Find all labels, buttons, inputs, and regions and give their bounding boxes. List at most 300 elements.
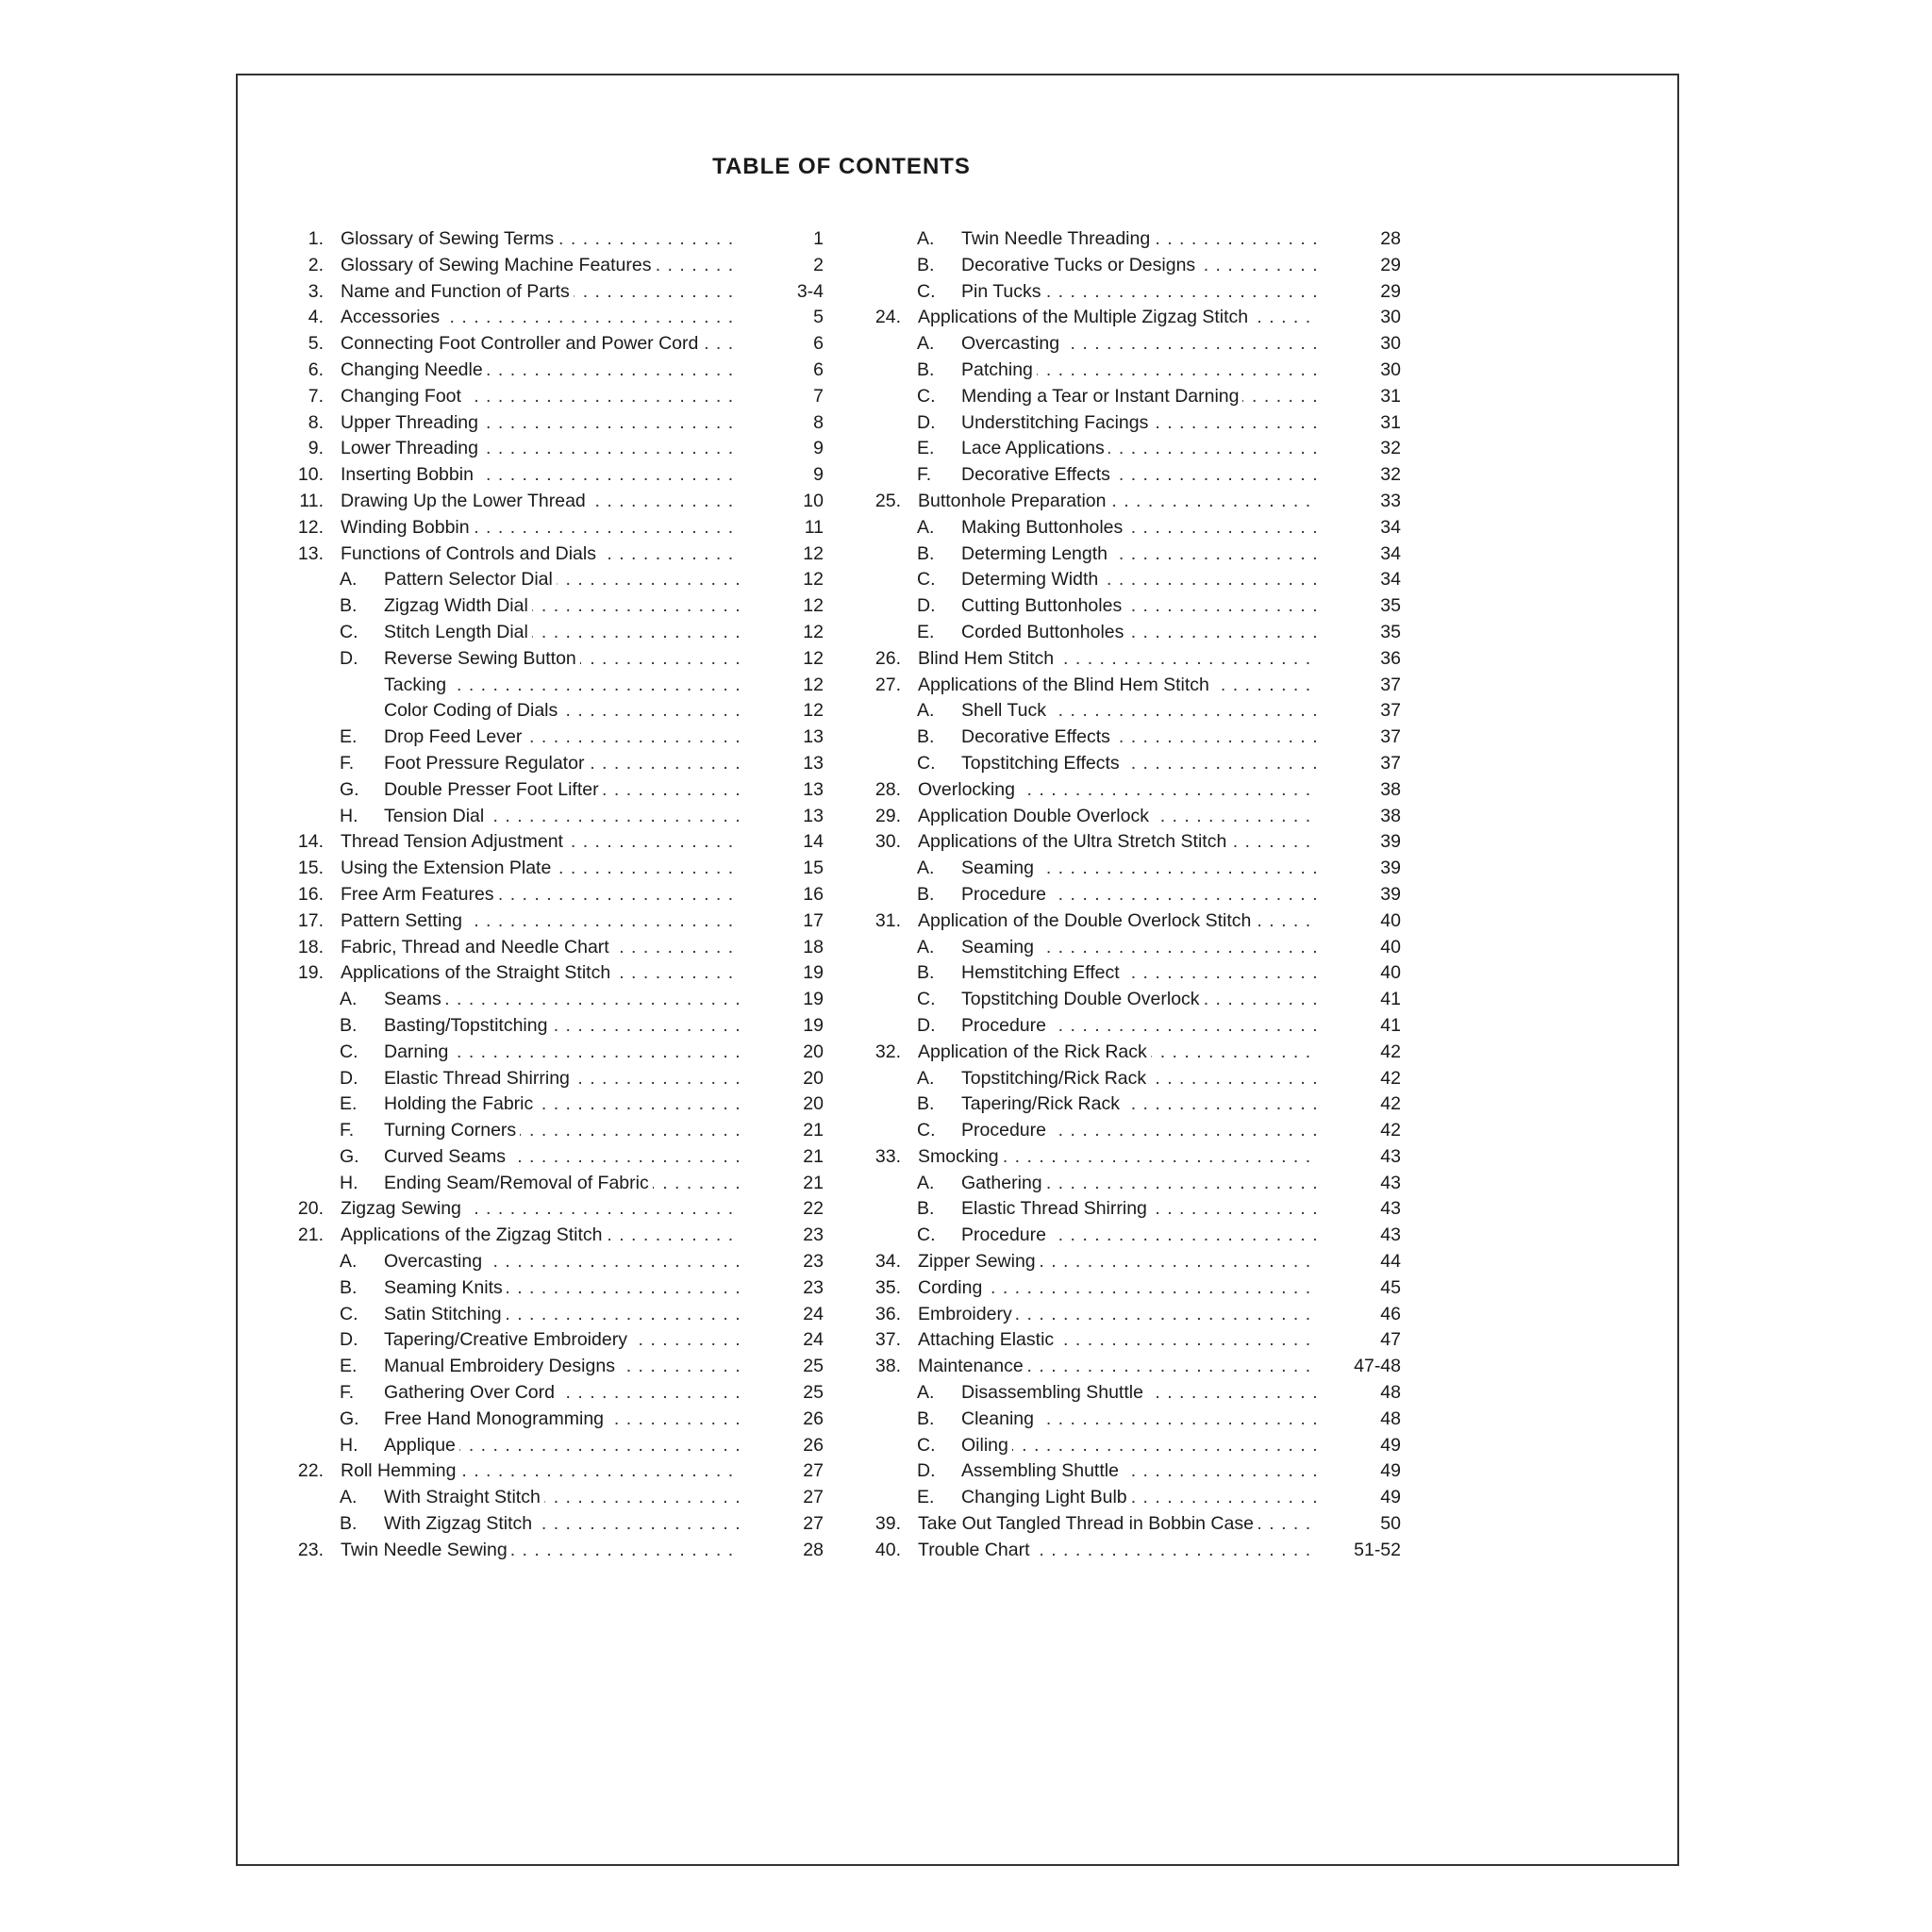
entry-letter: B. <box>917 726 935 748</box>
toc-entry <box>278 1458 824 1485</box>
entry-label-wrap <box>961 1091 1316 1118</box>
entry-label-wrap <box>961 593 1316 620</box>
entry-label-wrap <box>341 856 739 882</box>
entry-page-number: 20 <box>803 1041 824 1062</box>
entry-page-number: 40 <box>1380 936 1401 958</box>
entry-page-number: 6 <box>813 358 824 380</box>
entry-label: Free Arm Features <box>341 884 498 905</box>
entry-label-wrap <box>961 698 1316 724</box>
entry-label-wrap <box>961 960 1316 987</box>
entry-page-number: 34 <box>1380 542 1401 564</box>
entry-label: Reverse Sewing Button <box>384 648 580 669</box>
toc-entry <box>278 882 824 908</box>
toc-entry <box>278 1485 824 1511</box>
entry-label: Tacking <box>384 675 450 695</box>
toc-entry <box>856 987 1401 1013</box>
toc-entry <box>278 751 824 777</box>
entry-letter: G. <box>340 778 359 800</box>
entry-label-wrap <box>341 279 739 306</box>
entry-label: Twin Needle Sewing <box>341 1540 511 1560</box>
entry-page-number: 10 <box>803 490 824 511</box>
toc-entry <box>278 935 824 961</box>
toc-entry <box>856 882 1401 908</box>
entry-page-number: 48 <box>1380 1382 1401 1404</box>
entry-label: Darning <box>384 1041 452 1062</box>
entry-label: Connecting Foot Controller and Power Cord <box>341 333 702 354</box>
entry-label-wrap <box>961 1066 1316 1092</box>
toc-entry <box>278 410 824 437</box>
entry-number: 22. <box>297 1460 324 1482</box>
entry-label: Determing Length <box>961 543 1111 564</box>
entry-page-number: 42 <box>1380 1093 1401 1115</box>
toc-entry <box>856 1040 1401 1066</box>
entry-letter: H. <box>340 1172 358 1193</box>
entry-label-wrap <box>961 1433 1316 1459</box>
toc-entry <box>856 935 1401 961</box>
entry-page-number: 43 <box>1380 1145 1401 1167</box>
entry-label-wrap <box>384 1013 739 1040</box>
entry-page-number: 5 <box>813 307 824 328</box>
entry-letter: E. <box>340 1356 358 1377</box>
toc-entry <box>278 1171 824 1197</box>
entry-page-number: 30 <box>1380 307 1401 328</box>
toc-entry <box>856 1171 1401 1197</box>
entry-letter: B. <box>340 1014 358 1036</box>
entry-label-wrap <box>341 305 739 331</box>
entry-label-wrap <box>961 1196 1316 1223</box>
entry-number: 19. <box>297 962 324 984</box>
entry-page-number: 14 <box>803 831 824 853</box>
entry-label: Applications of the Straight Stitch <box>341 962 614 983</box>
entry-page-number: 20 <box>803 1067 824 1089</box>
entry-page-number: 12 <box>803 647 824 669</box>
entry-letter: C. <box>340 1303 358 1324</box>
entry-page-number: 32 <box>1380 464 1401 486</box>
entry-label-wrap <box>384 1380 739 1407</box>
entry-label-wrap <box>918 489 1316 515</box>
toc-entry <box>278 1302 824 1328</box>
toc-entry <box>278 279 824 306</box>
entry-label-wrap <box>341 908 739 935</box>
entry-label-wrap <box>961 515 1316 541</box>
entry-label: Assembling Shuttle <box>961 1460 1123 1481</box>
entry-label: Applique <box>384 1435 459 1456</box>
entry-label-wrap <box>341 1223 739 1249</box>
toc-entry <box>856 1407 1401 1433</box>
toc-entry <box>856 1223 1401 1249</box>
entry-page-number: 50 <box>1380 1513 1401 1535</box>
entry-page-number: 31 <box>1380 411 1401 433</box>
entry-letter: D. <box>917 411 936 433</box>
entry-label: Topstitching Effects <box>961 753 1124 774</box>
entry-page-number: 8 <box>813 411 824 433</box>
entry-page-number: 27 <box>803 1487 824 1508</box>
entry-label: Topstitching/Rick Rack <box>961 1068 1150 1089</box>
toc-entry <box>278 305 824 331</box>
entry-label-wrap <box>918 1511 1316 1538</box>
entry-label: Foot Pressure Regulator <box>384 753 588 774</box>
entry-number: 28. <box>874 778 901 800</box>
entry-label: Applications of the Ultra Stretch Stitch <box>918 831 1230 852</box>
entry-label-wrap <box>341 384 739 410</box>
toc-entry <box>278 960 824 987</box>
entry-page-number: 23 <box>803 1251 824 1273</box>
entry-page-number: 36 <box>1380 647 1401 669</box>
entry-letter: H. <box>340 1434 358 1456</box>
entry-label: Elastic Thread Shirring <box>961 1198 1151 1219</box>
entry-letter: C. <box>917 752 936 774</box>
entry-letter: B. <box>917 1198 935 1220</box>
entry-label-wrap <box>384 1118 739 1144</box>
entry-label-wrap <box>384 1171 739 1197</box>
entry-label-wrap <box>341 358 739 384</box>
entry-label: Fabric, Thread and Needle Chart <box>341 937 613 958</box>
entry-label: Glossary of Sewing Terms <box>341 228 558 249</box>
entry-label-wrap <box>384 1275 739 1302</box>
entry-letter: C. <box>917 989 936 1010</box>
entry-label-wrap <box>918 1040 1316 1066</box>
entry-label: Free Hand Monogramming <box>384 1408 608 1429</box>
entry-letter: A. <box>340 1487 358 1508</box>
toc-entry <box>856 1118 1401 1144</box>
entry-label-wrap <box>341 436 739 462</box>
entry-letter: C. <box>340 1041 358 1062</box>
entry-number: 13. <box>297 542 324 564</box>
entry-label-wrap <box>961 1171 1316 1197</box>
entry-page-number: 25 <box>803 1382 824 1404</box>
entry-page-number: 46 <box>1380 1303 1401 1324</box>
entry-number: 26. <box>874 647 901 669</box>
entry-letter: E. <box>917 438 935 459</box>
entry-letter: G. <box>340 1145 359 1167</box>
entry-number: 7. <box>308 385 324 407</box>
toc-entry <box>278 1118 824 1144</box>
entry-label: Application of the Double Overlock Stitch <box>918 910 1255 931</box>
entry-label-wrap <box>341 1458 739 1485</box>
entry-label: Shell Tuck <box>961 700 1050 721</box>
entry-page-number: 24 <box>803 1303 824 1324</box>
toc-entry <box>856 829 1401 856</box>
entry-label-wrap <box>918 1275 1316 1302</box>
entry-label-wrap <box>384 1302 739 1328</box>
entry-letter: C. <box>917 1120 936 1141</box>
entry-label: Procedure <box>961 1224 1050 1245</box>
toc-entry <box>278 1433 824 1459</box>
entry-page-number: 38 <box>1380 805 1401 826</box>
entry-label-wrap <box>384 1144 739 1171</box>
entry-label: Zigzag Sewing <box>341 1198 465 1219</box>
entry-label: Seaming <box>961 937 1038 958</box>
entry-label: Stitch Length Dial <box>384 622 532 642</box>
entry-number: 25. <box>874 490 901 511</box>
entry-number: 31. <box>874 909 901 931</box>
entry-letter: G. <box>340 1407 359 1429</box>
toc-entry <box>856 1458 1401 1485</box>
entry-page-number: 21 <box>803 1120 824 1141</box>
entry-page-number: 19 <box>803 962 824 984</box>
entry-label: Determing Width <box>961 569 1102 590</box>
entry-page-number: 13 <box>803 778 824 800</box>
entry-page-number: 40 <box>1380 962 1401 984</box>
entry-label: Zipper Sewing <box>918 1251 1040 1272</box>
toc-entry <box>856 1485 1401 1511</box>
toc-entry <box>278 987 824 1013</box>
toc-column-right <box>856 226 1401 1564</box>
toc-entry <box>856 646 1401 673</box>
entry-page-number: 3-4 <box>796 280 824 302</box>
entry-letter: E. <box>340 1093 358 1115</box>
entry-number: 27. <box>874 674 901 695</box>
entry-page-number: 30 <box>1380 358 1401 380</box>
entry-label-wrap <box>961 724 1316 751</box>
entry-label-wrap <box>918 1302 1316 1328</box>
entry-label-wrap <box>384 777 739 804</box>
entry-number: 23. <box>297 1539 324 1560</box>
entry-page-number: 23 <box>803 1224 824 1246</box>
entry-number: 2. <box>308 254 324 275</box>
page-title: TABLE OF CONTENTS <box>712 154 971 179</box>
entry-label-wrap <box>384 804 739 830</box>
entry-number: 20. <box>297 1198 324 1220</box>
entry-number: 5. <box>308 333 324 355</box>
entry-label: Changing Foot <box>341 386 465 407</box>
entry-page-number: 1 <box>813 228 824 249</box>
entry-letter: C. <box>917 280 936 302</box>
entry-label: Tapering/Rick Rack <box>961 1093 1124 1114</box>
toc-entry <box>278 646 824 673</box>
entry-page-number: 51-52 <box>1354 1539 1401 1560</box>
entry-number: 4. <box>308 307 324 328</box>
toc-entry <box>278 1354 824 1380</box>
entry-label-wrap <box>918 908 1316 935</box>
entry-label: With Zigzag Stitch <box>384 1513 536 1534</box>
toc-entry <box>278 1407 824 1433</box>
entry-label: Lace Applications <box>961 438 1108 458</box>
entry-label: Changing Needle <box>341 359 487 380</box>
entry-letter: B. <box>917 883 935 905</box>
toc-entry <box>278 1196 824 1223</box>
entry-label: Using the Extension Plate <box>341 858 555 878</box>
entry-label-wrap <box>961 1380 1316 1407</box>
entry-label: Twin Needle Threading <box>961 228 1154 249</box>
entry-label: Drop Feed Lever <box>384 726 525 747</box>
toc-entry <box>856 1275 1401 1302</box>
entry-letter: A. <box>917 858 935 879</box>
entry-page-number: 28 <box>1380 228 1401 249</box>
entry-label-wrap <box>384 724 739 751</box>
entry-number: 21. <box>297 1224 324 1246</box>
entry-number: 16. <box>297 883 324 905</box>
entry-letter: B. <box>340 1276 358 1298</box>
entry-label: Procedure <box>961 1015 1050 1036</box>
entry-letter: D. <box>917 1460 936 1482</box>
entry-label: Applications of the Zigzag Stitch <box>341 1224 607 1245</box>
entry-label-wrap <box>918 305 1316 331</box>
entry-page-number: 47-48 <box>1354 1356 1401 1377</box>
toc-entry <box>278 1511 824 1538</box>
entry-page-number: 39 <box>1380 883 1401 905</box>
entry-page-number: 6 <box>813 333 824 355</box>
entry-label-wrap <box>341 226 739 253</box>
toc-entry <box>856 1196 1401 1223</box>
entry-page-number: 37 <box>1380 726 1401 748</box>
entry-page-number: 42 <box>1380 1067 1401 1089</box>
entry-label-wrap <box>341 1196 739 1223</box>
entry-label: Gathering <box>961 1173 1046 1193</box>
entry-label: With Straight Stitch <box>384 1487 544 1507</box>
entry-label-wrap <box>961 279 1316 306</box>
entry-label-wrap <box>961 1118 1316 1144</box>
toc-entry <box>278 829 824 856</box>
entry-label: Roll Hemming <box>341 1460 459 1481</box>
entry-page-number: 13 <box>803 726 824 748</box>
entry-page-number: 15 <box>803 858 824 879</box>
entry-label-wrap <box>961 1458 1316 1485</box>
entry-label-wrap <box>961 541 1316 568</box>
toc-entry <box>278 724 824 751</box>
entry-number: 17. <box>297 909 324 931</box>
entry-page-number: 39 <box>1380 831 1401 853</box>
toc-entry <box>856 908 1401 935</box>
entry-letter: B. <box>917 254 935 275</box>
entry-label-wrap <box>961 856 1316 882</box>
entry-label-wrap <box>384 593 739 620</box>
entry-label-wrap <box>341 1538 739 1564</box>
entry-number: 39. <box>874 1513 901 1535</box>
toc-entry <box>856 751 1401 777</box>
toc-entry <box>856 804 1401 830</box>
entry-letter: C. <box>917 1434 936 1456</box>
entry-label: Application of the Rick Rack <box>918 1041 1151 1062</box>
entry-label-wrap <box>341 515 739 541</box>
entry-label: Cording <box>918 1277 986 1298</box>
toc-entry <box>856 1327 1401 1354</box>
entry-number: 36. <box>874 1303 901 1324</box>
entry-letter: F. <box>340 752 355 774</box>
entry-page-number: 41 <box>1380 989 1401 1010</box>
toc-entry <box>278 1275 824 1302</box>
entry-label-wrap <box>384 1511 739 1538</box>
toc-entry <box>856 1302 1401 1328</box>
toc-entry <box>856 1380 1401 1407</box>
entry-page-number: 29 <box>1380 280 1401 302</box>
entry-label: Drawing Up the Lower Thread <box>341 491 590 511</box>
entry-letter: E. <box>340 726 358 748</box>
entry-label: Procedure <box>961 1120 1050 1141</box>
toc-entry <box>856 1091 1401 1118</box>
entry-label: Changing Light Bulb <box>961 1487 1131 1507</box>
entry-page-number: 30 <box>1380 333 1401 355</box>
entry-label: Gathering Over Cord <box>384 1382 558 1403</box>
entry-label: Ending Seam/Removal of Fabric <box>384 1173 653 1193</box>
toc-entry <box>278 331 824 358</box>
entry-number: 24. <box>874 307 901 328</box>
entry-label: Inserting Bobbin <box>341 464 477 485</box>
entry-label: Oiling <box>961 1435 1012 1456</box>
entry-label: Accessories <box>341 307 443 327</box>
entry-page-number: 32 <box>1380 438 1401 459</box>
entry-number: 35. <box>874 1276 901 1298</box>
entry-label: Pin Tucks <box>961 281 1045 302</box>
entry-page-number: 12 <box>803 595 824 617</box>
entry-label-wrap <box>961 567 1316 593</box>
entry-number: 40. <box>874 1539 901 1560</box>
entry-page-number: 44 <box>1380 1251 1401 1273</box>
entry-label-wrap <box>384 1249 739 1275</box>
entry-letter: B. <box>917 1407 935 1429</box>
entry-label-wrap <box>384 620 739 646</box>
toc-entry <box>856 593 1401 620</box>
entry-label-wrap <box>384 1354 739 1380</box>
entry-number: 18. <box>297 936 324 958</box>
entry-letter: B. <box>917 1093 935 1115</box>
entry-label-wrap <box>918 829 1316 856</box>
entry-label-wrap <box>961 935 1316 961</box>
entry-label-wrap <box>341 331 739 358</box>
entry-label-wrap <box>341 410 739 437</box>
entry-label-wrap <box>961 987 1316 1013</box>
toc-entry <box>856 567 1401 593</box>
toc-column-left <box>278 226 824 1564</box>
entry-page-number: 49 <box>1380 1487 1401 1508</box>
entry-label: Seams <box>384 989 445 1009</box>
entry-label-wrap <box>918 777 1316 804</box>
entry-page-number: 41 <box>1380 1014 1401 1036</box>
entry-label-wrap <box>961 620 1316 646</box>
entry-label-wrap <box>918 1354 1316 1380</box>
entry-label-wrap <box>918 1538 1316 1564</box>
toc-entry <box>856 1354 1401 1380</box>
toc-entry <box>278 1144 824 1171</box>
entry-label-wrap <box>961 331 1316 358</box>
entry-letter: D. <box>340 647 358 669</box>
entry-page-number: 13 <box>803 752 824 774</box>
entry-label: Hemstitching Effect <box>961 962 1124 983</box>
toc-entry <box>278 1249 824 1275</box>
entry-label: Decorative Effects <box>961 726 1114 747</box>
entry-page-number: 35 <box>1380 595 1401 617</box>
toc-entry <box>278 1013 824 1040</box>
toc-entry <box>278 489 824 515</box>
entry-letter: D. <box>917 1014 936 1036</box>
entry-letter: A. <box>917 700 935 722</box>
entry-label-wrap <box>961 1407 1316 1433</box>
entry-label: Satin Stitching <box>384 1304 506 1324</box>
toc-entry <box>856 305 1401 331</box>
entry-letter: B. <box>340 1513 358 1535</box>
toc-entry <box>856 673 1401 699</box>
entry-label: Seaming <box>961 858 1038 878</box>
entry-letter: A. <box>340 1251 358 1273</box>
entry-page-number: 42 <box>1380 1120 1401 1141</box>
entry-letter: B. <box>917 542 935 564</box>
entry-label-wrap <box>341 541 739 568</box>
entry-page-number: 21 <box>803 1172 824 1193</box>
entry-label-wrap <box>341 935 739 961</box>
entry-label-wrap <box>384 987 739 1013</box>
entry-label: Embroidery <box>918 1304 1016 1324</box>
entry-page-number: 37 <box>1380 700 1401 722</box>
entry-label: Winding Bobbin <box>341 517 474 538</box>
entry-letter: F. <box>340 1382 355 1404</box>
entry-label-wrap <box>918 646 1316 673</box>
entry-letter: H. <box>340 805 358 826</box>
entry-label: Corded Buttonholes <box>961 622 1127 642</box>
entry-number: 15. <box>297 858 324 879</box>
entry-label-wrap <box>918 804 1316 830</box>
entry-label-wrap <box>961 384 1316 410</box>
entry-page-number: 48 <box>1380 1407 1401 1429</box>
